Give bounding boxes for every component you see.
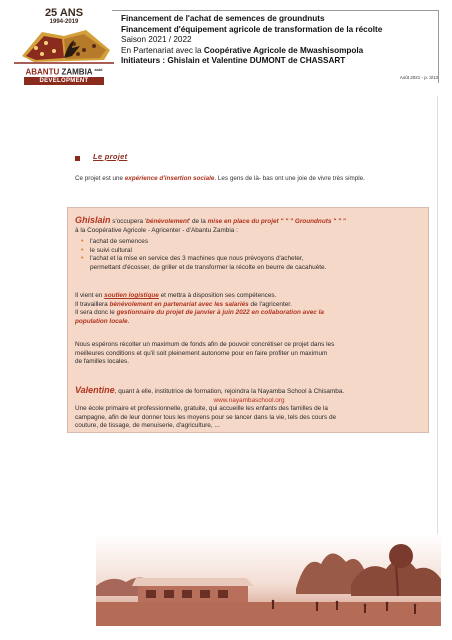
logo-tagline: DEVELOPMENT [24,77,104,85]
logistics-l2-text-2: de l'agricenter. [248,300,292,308]
funding-line-1: Nous espérons récolter un maximum de fonds afin de pouvoir concrétiser ce projet dans les [75,341,335,348]
logistics-soutien: soutien logistique [104,292,159,299]
task-label: le suivi cultural [90,246,132,254]
section-bullet-square [75,156,80,161]
page-date-number: Août 2021 - p. 3/13 [399,75,438,80]
task-list [75,238,423,272]
intro-paragraph [75,175,425,182]
header-line-4-prefix: En Partenariat avec la [121,45,204,55]
project-details-box [67,207,429,433]
ghislain-name: Ghislain [75,215,111,225]
logistics-line-3 [75,309,423,318]
task-item [75,255,423,272]
valentine-text: , quant à elle, institutrice de formation, rejoindra la Nayamba School à Chisamba. [114,388,345,395]
logistics-text-2: et mettra à disposition ses compétences. [158,292,277,299]
section-title: Le projet [93,152,128,161]
ghislain-paragraph [75,216,423,273]
logistics-line-4 [75,318,423,327]
bullet-icon: • [81,255,84,263]
header-line-4-cooperative: Coopérative Agricole de Mwashisompola [203,45,364,55]
logistics-line-1 [75,292,423,301]
document-header [121,14,431,67]
abantu-zambia-logo [10,8,118,86]
ghislain-line-2: à la Coopérative Agricole - Agricenter - d'Abantu Zambia : [75,226,238,234]
header-line-1: Financement de l'achat de semences de groundnuts [121,14,325,23]
task-label: l'achat de semences [90,238,149,246]
school-landscape-photo [96,534,441,626]
logo-brand-zambia: ZAMBIA [59,67,93,77]
header-line-4 [121,46,431,57]
logistics-l3-text: Il sera donc le [75,309,117,317]
logo-years: 25 ANS [44,7,84,19]
funding-line-2: meilleures conditions et qu'il soit pleinement autonome pour en faire profiter un maximum [75,349,328,357]
school-line-3: couture, de tissage, de menuiserie, d'agriculture, ... [75,422,220,430]
valentine-paragraph [75,386,423,431]
task-label-continued: permettant d'écosser, de griller et de transformer la récolte en beurre de cacahuète. [90,263,327,271]
school-line-2: campagne, afin de leur donner tous les moyens pour se lancer dans la vie, tels des cours de [75,413,337,421]
funding-paragraph [75,341,423,367]
logistics-l4-text: . [127,317,130,325]
nayamba-school-link[interactable]: www.nayambaschool.org [213,396,285,404]
header-line-2: Financement d'équipement agricole de transformation de la récolte [121,24,383,34]
ghislain-benevolement: bénévolement [146,218,189,225]
ghislain-line-1 [75,216,423,227]
intro-prefix: Ce projet est une [75,175,125,182]
logistics-l2-text-1: Il travaillera [75,300,110,308]
logo-brand-abantu: ABANTU [25,67,60,77]
logistics-l2-highlight: bénévolement en partenariat avec les salariés [109,300,249,308]
logistics-paragraph [75,292,423,326]
task-label: l'achat et la mise en service des 3 machines que nous prévoyons d'acheter, [90,255,304,263]
task-item [75,247,423,256]
valentine-name: Valentine [75,385,115,395]
logo-brand-asbl: asbl [94,67,103,72]
valentine-line-1 [75,386,423,397]
logo-years-range: 1994-2019 [49,19,79,25]
ghislain-text-1: s'occupera ' [110,218,146,225]
logo-brand-name [10,67,118,77]
task-item [75,238,423,247]
funding-line-3: de familles locales. [75,358,129,366]
logistics-text-1: Il vient en [75,292,105,299]
intro-suffix: . Les gens de là- bas ont une joie de vivre très simple. [214,175,365,182]
logistics-line-2 [75,301,423,310]
ghislain-text-2: ' de la [188,218,208,225]
ghislain-mise-en-place: mise en place du projet " " " Groundnuts " " " [207,218,346,225]
bullet-icon: • [81,238,84,246]
intro-highlight: expérience d'insertion sociale [124,175,215,182]
header-line-5: Initiateurs : Ghislain et Valentine DUMONT de CHASSART [121,56,346,66]
logistics-l4-highlight: population locale [75,317,128,325]
bullet-icon: • [81,246,84,254]
africa-map-logo-graphic [14,26,114,66]
logistics-l3-highlight: gestionnaire du projet de janvier à juin 2022 en collaboration avec la [116,309,324,317]
header-line-3: Saison 2021 / 2022 [121,35,192,45]
school-line-1: Une école primaire et professionnelle, gratuite, qui accueille les enfants des familles de la [75,405,328,413]
